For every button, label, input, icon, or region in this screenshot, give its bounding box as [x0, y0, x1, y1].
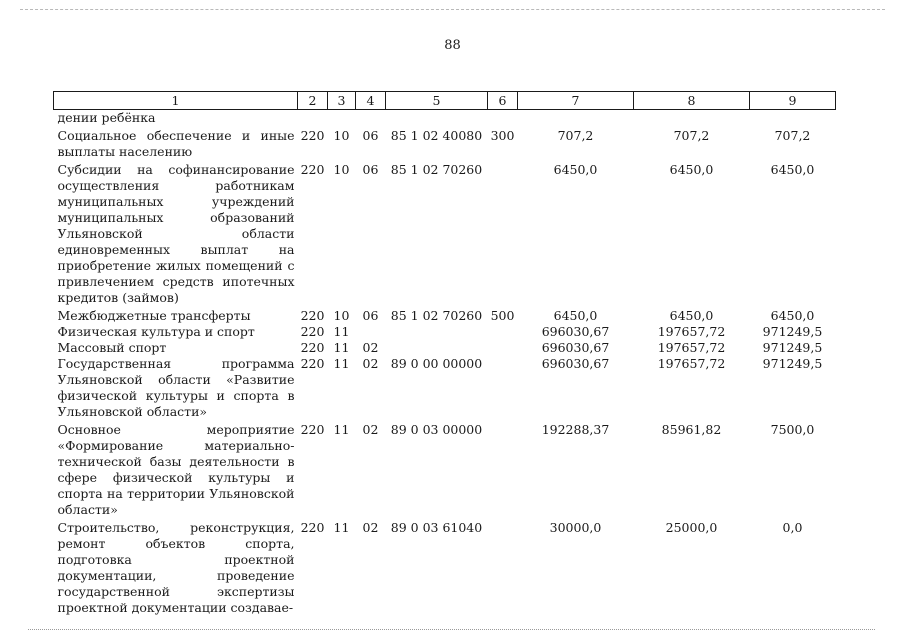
row-value-8 — [634, 110, 750, 129]
row-name: Физическая культура и спорт — [57, 324, 255, 339]
table-header-row — [54, 92, 836, 110]
col-header-8: 8 — [634, 92, 750, 110]
row-code-3: 11 — [333, 356, 350, 371]
row-value-8: 85961,82 — [661, 422, 722, 437]
row-code-5 — [386, 324, 488, 340]
row-name: Основное мероприятие «Формирование материально-технической базы деятельности в сфере физической культуры и спорта на территории Ульяновской области» — [57, 422, 295, 517]
scan-edge-top — [20, 9, 885, 10]
col-header-3: 3 — [328, 92, 356, 110]
row-value-8: 197657,72 — [657, 356, 726, 371]
row-code-5: 85 1 02 70260 — [390, 308, 483, 323]
row-code-2: 220 — [300, 520, 325, 535]
row-value-9: 7500,0 — [770, 422, 815, 437]
col-header-7: 7 — [518, 92, 634, 110]
row-code-2: 220 — [300, 324, 325, 339]
row-code-4: 06 — [362, 128, 379, 143]
row-code-6 — [488, 520, 518, 616]
row-code-6 — [488, 162, 518, 308]
row-value-7: 696030,67 — [541, 340, 610, 355]
row-code-4: 02 — [362, 520, 379, 535]
row-value-8: 707,2 — [673, 128, 710, 143]
col-header-1: 1 — [54, 92, 298, 110]
row-value-7: 192288,37 — [541, 422, 610, 437]
row-name: Субсидии на софинансирование осуществления работникам муниципальных учреждений муниципальных образований Ульяновской области единовременных выплат на приобретение жилых помещений с привлечением средств ипотечных кредитов (займов) — [57, 162, 295, 305]
row-code-5: 89 0 00 00000 — [390, 356, 483, 371]
row-code-2: 220 — [300, 356, 325, 371]
row-code-4: 06 — [362, 162, 379, 177]
row-code-6 — [488, 324, 518, 340]
table-row — [54, 324, 836, 340]
row-value-8: 197657,72 — [657, 340, 726, 355]
row-value-9: 0,0 — [782, 520, 803, 535]
row-value-7: 6450,0 — [553, 308, 598, 323]
row-value-9: 971249,5 — [762, 356, 823, 371]
scan-edge-bottom — [28, 629, 875, 630]
row-value-9: 707,2 — [774, 128, 811, 143]
row-code-4: 02 — [362, 356, 379, 371]
row-code-2: 220 — [300, 128, 325, 143]
budget-table — [53, 91, 836, 616]
table-row — [54, 356, 836, 422]
row-value-9: 971249,5 — [762, 324, 823, 339]
row-code-3: 10 — [333, 128, 350, 143]
row-code-5: 89 0 03 00000 — [390, 422, 483, 437]
row-code-5 — [386, 340, 488, 356]
row-value-7 — [518, 110, 634, 129]
row-code-2: 220 — [300, 308, 325, 323]
row-value-7: 30000,0 — [549, 520, 602, 535]
row-code-3: 10 — [333, 308, 350, 323]
table-row — [54, 110, 836, 129]
col-header-4: 4 — [356, 92, 386, 110]
table-row — [54, 422, 836, 520]
row-name: Межбюджетные трансферты — [57, 308, 251, 323]
row-name: Социальное обеспечение и иные выплаты населению — [57, 128, 295, 159]
table-row — [54, 308, 836, 324]
page-number: 88 — [444, 38, 461, 53]
row-value-8: 6450,0 — [669, 308, 714, 323]
table-row — [54, 162, 836, 308]
row-name: Государственная программа Ульяновской области «Развитие физической культуры и спорта в Ульяновской области» — [57, 356, 295, 419]
row-value-8: 6450,0 — [669, 162, 714, 177]
row-code-3: 11 — [333, 520, 350, 535]
row-code-5: 85 1 02 70260 — [390, 162, 483, 177]
row-value-7: 696030,67 — [541, 356, 610, 371]
col-header-6: 6 — [488, 92, 518, 110]
row-value-7: 6450,0 — [553, 162, 598, 177]
row-value-8: 25000,0 — [665, 520, 718, 535]
row-code-6: 300 — [490, 128, 515, 143]
row-code-5: 85 1 02 40080 — [390, 128, 483, 143]
table-row — [54, 340, 836, 356]
col-header-9: 9 — [750, 92, 836, 110]
row-code-2: 220 — [300, 422, 325, 437]
col-header-2: 2 — [298, 92, 328, 110]
row-code-2: 220 — [300, 162, 325, 177]
row-code-4: 06 — [362, 308, 379, 323]
row-value-9 — [750, 110, 836, 129]
row-code-4 — [356, 324, 386, 340]
row-value-9: 971249,5 — [762, 340, 823, 355]
row-code-6 — [488, 422, 518, 520]
row-name: Строительство, реконструкция, ремонт объектов спорта, подготовка проектной документации, проведение государственной экспертизы проектной документации создавае- — [57, 520, 295, 615]
row-code-3 — [328, 110, 356, 129]
row-value-9: 6450,0 — [770, 162, 815, 177]
row-code-4: 02 — [362, 422, 379, 437]
row-code-6: 500 — [490, 308, 515, 323]
row-value-7: 707,2 — [557, 128, 594, 143]
col-header-5: 5 — [386, 92, 488, 110]
row-code-6 — [488, 356, 518, 422]
row-name: Массовый спорт — [57, 340, 167, 355]
row-code-2: 220 — [300, 340, 325, 355]
row-code-3: 11 — [333, 422, 350, 437]
row-code-4 — [356, 110, 386, 129]
row-code-5 — [386, 110, 488, 129]
row-code-6 — [488, 110, 518, 129]
row-value-9: 6450,0 — [770, 308, 815, 323]
row-value-8: 197657,72 — [657, 324, 726, 339]
row-code-2 — [298, 110, 328, 129]
row-code-3: 11 — [333, 324, 350, 339]
row-name: дении ребёнка — [57, 110, 156, 125]
row-code-3: 10 — [333, 162, 350, 177]
row-value-7: 696030,67 — [541, 324, 610, 339]
row-code-4: 02 — [362, 340, 379, 355]
row-code-6 — [488, 340, 518, 356]
row-code-5: 89 0 03 61040 — [390, 520, 483, 535]
table-row — [54, 128, 836, 162]
table-row — [54, 520, 836, 616]
row-code-3: 11 — [333, 340, 350, 355]
